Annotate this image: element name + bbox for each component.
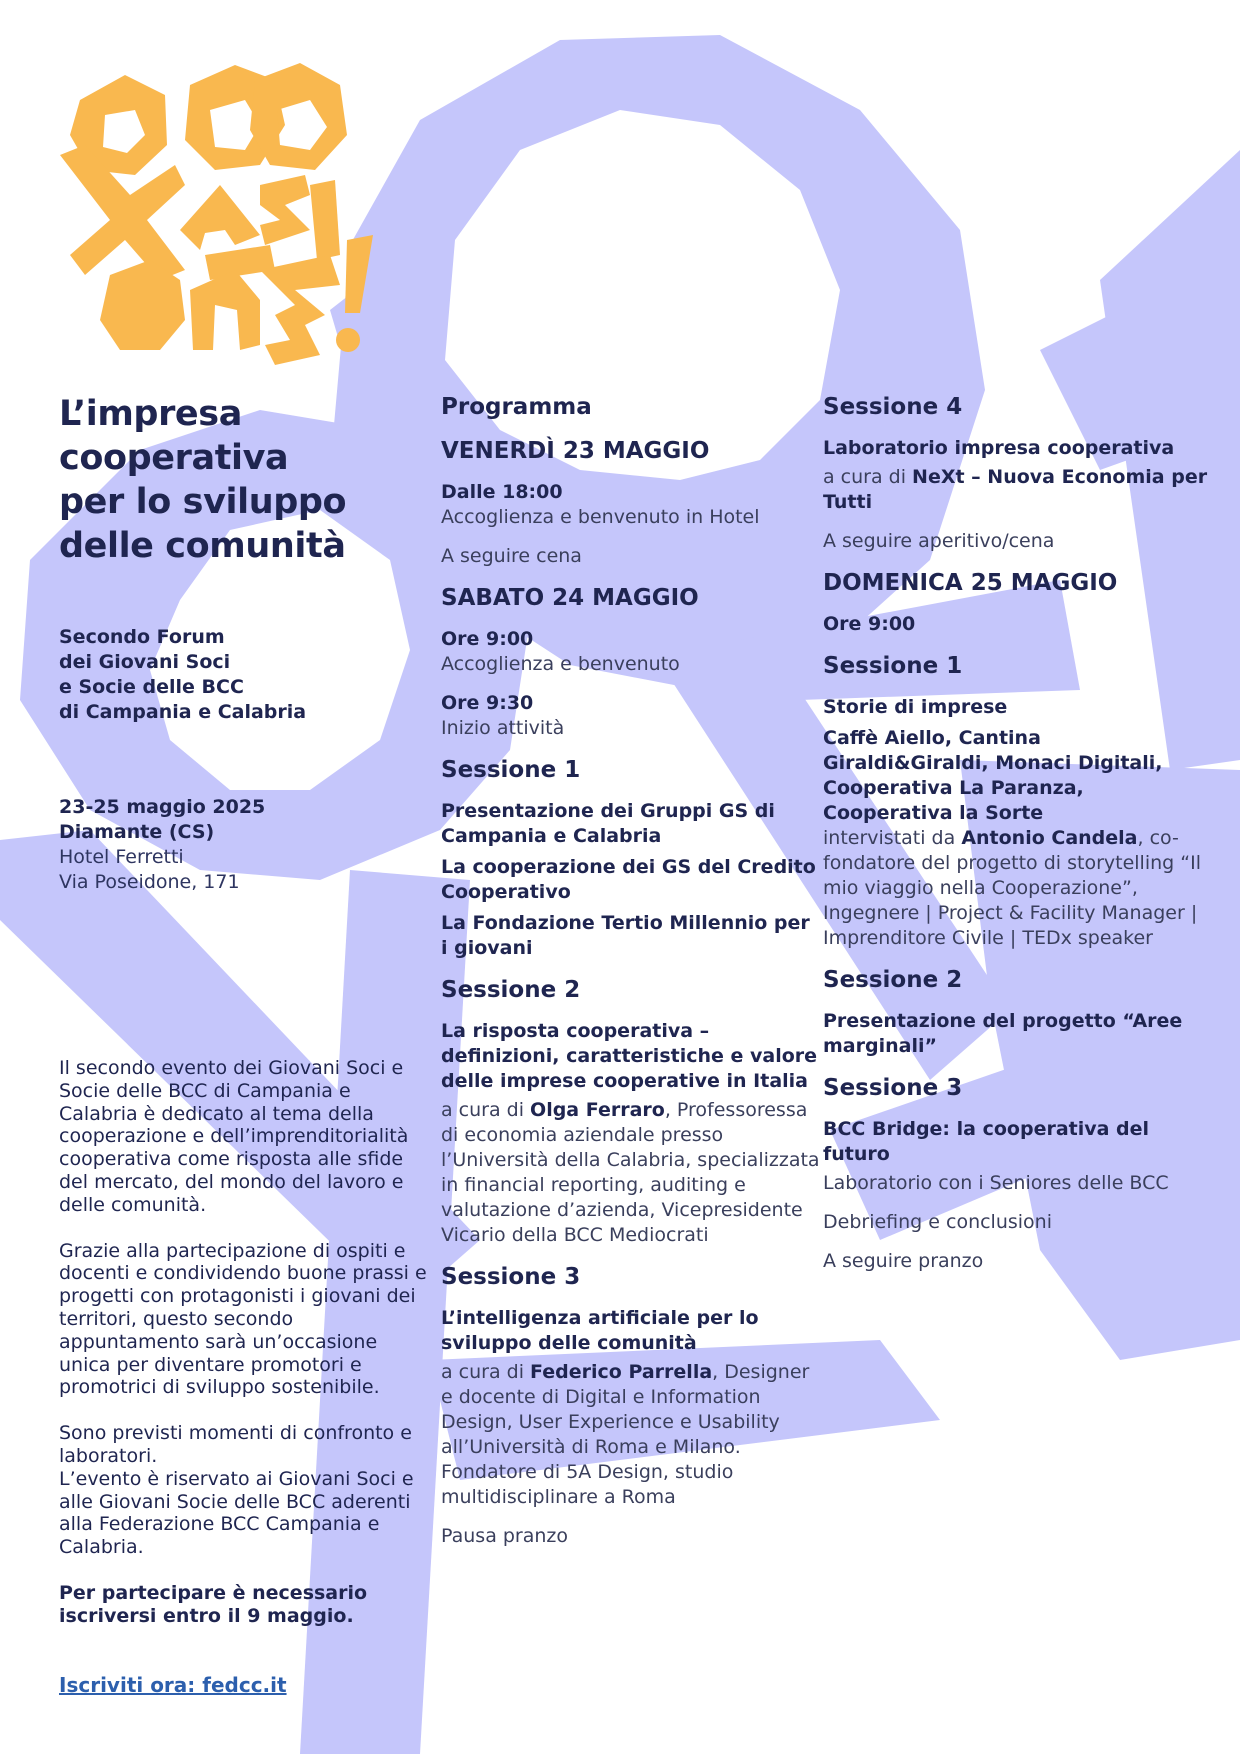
sun-session-2-title: Sessione 2 (823, 967, 963, 993)
intro-paragraph-3a: Sono previsti momenti di confronto e laboratori. (59, 1422, 412, 1467)
fri-time-1: Dalle 18:00 (441, 481, 563, 503)
title-line: per lo sviluppo (59, 482, 347, 522)
sat-s4-topic: Laboratorio impresa cooperativa (823, 437, 1175, 459)
speaker-name: NeXt – Nuova Economia per Tutti (823, 466, 1208, 513)
sun-after: A seguire pranzo (823, 1250, 984, 1272)
sat-session-3-title: Sessione 3 (441, 1264, 581, 1290)
lunch-break: Pausa pranzo (441, 1525, 569, 1547)
event-hotel: Hotel Ferretti (59, 846, 184, 868)
byline-prefix: a cura di (441, 1361, 531, 1383)
event-dates: 23-25 maggio 2025 (59, 796, 266, 818)
speaker-name: Federico Parrella (530, 1361, 713, 1383)
sun-session-3-title: Sessione 3 (823, 1075, 963, 1101)
sun-s2-topic: Presentazione del progetto “Aree marginali” (823, 1010, 1183, 1057)
sun-debrief: Debriefing e conclusioni (823, 1211, 1053, 1233)
sat-time-2-desc: Inizio attività (441, 717, 565, 739)
sat-s4-byline (823, 465, 1213, 515)
day-sunday: DOMENICA 25 MAGGIO (823, 570, 1118, 596)
sat-session-4-title: Sessione 4 (823, 394, 963, 420)
sat-time-1: Ore 9:00 (441, 628, 534, 650)
sat-s2-topic: La risposta cooperativa – definizioni, caratteristiche e valore delle imprese cooperative in Italia (441, 1020, 818, 1092)
sat-s1-item: La Fondazione Tertio Millennio per i giovani (441, 912, 810, 959)
sat-s3-byline (441, 1360, 821, 1510)
speaker-desc: , Designer e docente di Digital e Information Design, User Experience e Usability all’Università di Roma e Milano. Fondatore di 5A Design, studio multidisciplinare a Roma (441, 1361, 810, 1508)
title-line: cooperativa (59, 438, 289, 478)
subtitle-line: e Socie delle BCC (59, 676, 244, 698)
intro-paragraph-1: Il secondo evento dei Giovani Soci e Socie delle BCC di Campania e Calabria è dedicato al tema della cooperazione e dell’imprenditorialità cooperativa come risposta alle sfide del mercato, del mondo del lavoro e delle comunità. (59, 1057, 409, 1216)
intro-paragraph-3b: L’evento è riservato ai Giovani Soci e alle Giovani Socie delle BCC aderenti alla Federazione BCC Campania e Calabria. (59, 1467, 414, 1559)
sat-s3-topic: L’intelligenza artificiale per lo sviluppo delle comunità (441, 1307, 759, 1354)
sun-time-1: Ore 9:00 (823, 613, 916, 635)
byline-prefix: a cura di (441, 1099, 531, 1121)
sat-s2-byline (441, 1098, 821, 1248)
cooperazione-logo (55, 55, 400, 385)
subtitle (59, 625, 306, 725)
title-line: delle comunità (59, 526, 346, 566)
event-address: Via Poseidone, 171 (59, 871, 240, 893)
title-line: L’impresa (59, 394, 242, 434)
signup-link[interactable]: Iscriviti ora: fedcc.it (59, 1673, 287, 1697)
sat-after: A seguire aperitivo/cena (823, 530, 1055, 552)
byline-prefix: a cura di (823, 466, 913, 488)
sat-session-1-title: Sessione 1 (441, 757, 581, 783)
speaker-name: Antonio Candela (961, 827, 1138, 849)
sat-session-2-title: Sessione 2 (441, 977, 581, 1003)
intro-paragraph-2: Grazie alla partecipazione di ospiti e docenti e condividendo buone prassi e progetti con protagonisti i giovani dei territori, questo secondo appuntamento sarà un’occasione unica per diventare promotori e promotrici di sviluppo sostenibile. (59, 1239, 427, 1399)
page-title (59, 392, 346, 568)
byline-prefix: intervistati da (823, 827, 962, 849)
program-column-1 (441, 392, 821, 1563)
sun-s1-companies: Caffè Aiello, Cantina Giraldi&Giraldi, Monaci Digitali, Cooperativa La Paranza, Cooperativa la Sorte (823, 727, 1163, 824)
speaker-desc: , Professoressa di economia aziendale presso l’Università della Calabria, specializzata in financial reporting, auditing e valutazione d’azienda, Vicepresidente Vicario della BCC Mediocrati (441, 1099, 820, 1246)
intro-text (59, 1057, 429, 1651)
sun-s1-topic: Storie di imprese (823, 696, 1008, 718)
speaker-desc: , co-fondatore del progetto di storytelling “Il mio viaggio nella Cooperazione”, Ingegnere | Project & Facility Manager | Imprenditore Civile | TEDx speaker (823, 827, 1201, 949)
sun-s3-desc: Laboratorio con i Seniores delle BCC (823, 1172, 1169, 1194)
sat-time-1-desc: Accoglienza e benvenuto (441, 653, 680, 675)
day-saturday: SABATO 24 MAGGIO (441, 585, 699, 611)
sun-s1-byline (823, 826, 1213, 951)
program-column-2 (823, 392, 1213, 1288)
fri-time-1-desc: Accoglienza e benvenuto in Hotel (441, 506, 760, 528)
sun-session-1-title: Sessione 1 (823, 653, 963, 679)
sat-time-2: Ore 9:30 (441, 692, 534, 714)
sat-s1-item: Presentazione dei Gruppi GS di Campania e Calabria (441, 800, 775, 847)
fri-after: A seguire cena (441, 545, 582, 567)
subtitle-line: dei Giovani Soci (59, 651, 231, 673)
day-friday: VENERDÌ 23 MAGGIO (441, 438, 710, 464)
sat-s1-item: La cooperazione dei GS del Credito Cooperativo (441, 856, 816, 903)
subtitle-line: di Campania e Calabria (59, 701, 307, 723)
sun-s3-topic: BCC Bridge: la cooperativa del futuro (823, 1118, 1150, 1165)
subtitle-line: Secondo Forum (59, 626, 225, 648)
program-heading: Programma (441, 394, 592, 420)
event-city: Diamante (CS) (59, 821, 215, 843)
event-details (59, 795, 265, 895)
speaker-name: Olga Ferraro (530, 1099, 665, 1121)
intro-paragraph-4: Per partecipare è necessario iscriversi entro il 9 maggio. (59, 1581, 368, 1627)
